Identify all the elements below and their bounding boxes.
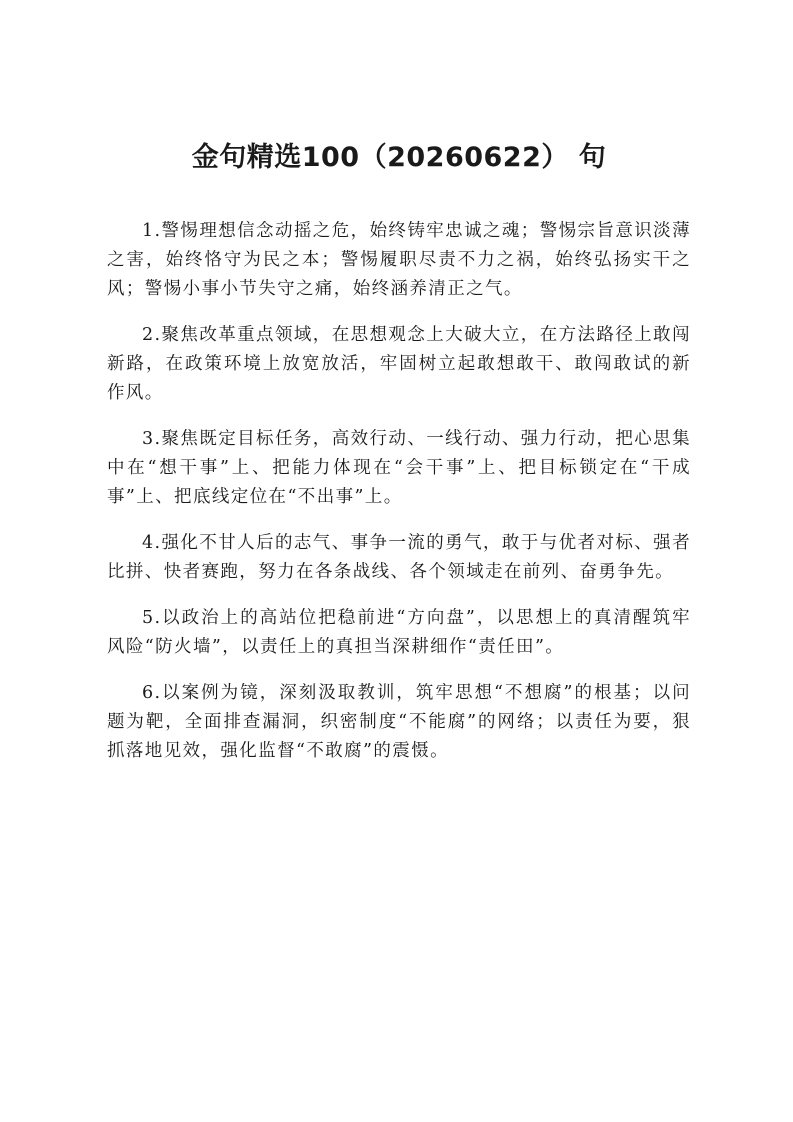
paragraph-6: 6.以案例为镜，深刻汲取教训，筑牢思想“不想腐”的根基；以问题为靶，全面排查漏洞，织密制度“不能腐”的网络；以责任为要，狠抓落地见效，强化监督“不敢腐”的震慑。	[107, 683, 691, 761]
paragraph-2: 2.聚焦改革重点领域，在思想观念上大破大立，在方法路径上敢闯新路，在政策环境上放宽放活，牢固树立起敢想敢干、敢闯敢试的新作风。	[107, 325, 691, 403]
paragraph-3: 3.聚焦既定目标任务，高效行动、一线行动、强力行动，把心思集中在“想干事”上、把能力体现在“会干事”上、把目标锁定在“干成事”上、把底线定位在“不出事”上。	[107, 429, 691, 507]
paragraph-5: 5.以政治上的高站位把稳前进“方向盘”，以思想上的真清醒筑牢风险“防火墙”，以责任上的真担当深耕细作“责任田”。	[107, 608, 691, 657]
paragraph-1: 1.警惕理想信念动摇之危，始终铸牢忠诚之魂；警惕宗旨意识淡薄之害，始终恪守为民之本；警惕履职尽责不力之祸，始终弘扬实干之风；警惕小事小节失守之痛，始终涵养清正之气。	[107, 221, 691, 299]
document-title: 金句精选100（20260622） 句	[191, 142, 607, 173]
paragraph-4: 4.强化不甘人后的志气、事争一流的勇气，敢于与优者对标、强者比拼、快者赛跑，努力在各条战线、各个领域走在前列、奋勇争先。	[107, 533, 691, 582]
document-body	[107, 217, 691, 766]
